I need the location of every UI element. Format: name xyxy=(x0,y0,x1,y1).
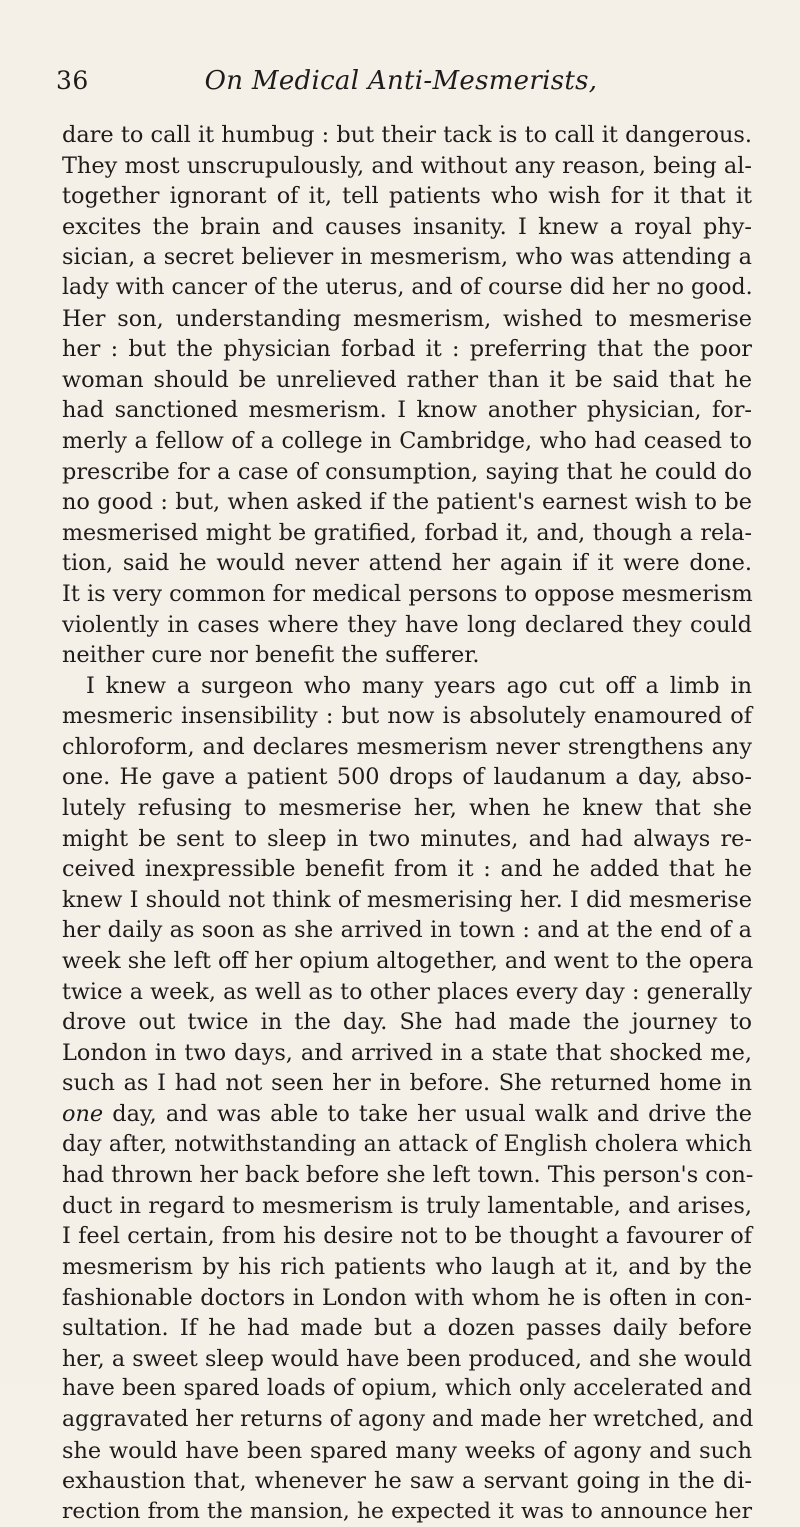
text-line: one. He gave a patient 500 drops of laudanum a day, abso- xyxy=(62,764,752,791)
text-line: It is very common for medical persons to oppose mesmerism xyxy=(62,580,753,607)
text-line: no good : but, when asked if the patient's earnest wish to be xyxy=(62,489,752,516)
text-line: tion, said he would never attend her again if it were done. xyxy=(62,550,752,577)
text-line: day after, notwithstanding an attack of English cholera which xyxy=(62,1131,752,1157)
text-line: had thrown her back before she left town. This person's con- xyxy=(62,1162,754,1189)
text-line: might be sent to sleep in two minutes, and had always re- xyxy=(62,825,752,852)
text-line: exhaustion that, whenever he saw a servant going in the di- xyxy=(62,1468,752,1495)
text-line: duct in regard to mesmerism is truly lamentable, and arises, xyxy=(62,1192,752,1219)
text-line: chloroform, and declares mesmerism never strengthens any xyxy=(62,733,752,760)
text-line: had sanctioned mesmerism. I know another physician, for- xyxy=(62,397,752,424)
text-line: have been spared loads of opium, which only accelerated and xyxy=(62,1376,752,1402)
text-line: woman should be unrelieved rather than it be said that he xyxy=(62,366,752,393)
text-line-with-italic xyxy=(62,1099,752,1130)
text-line: her, a sweet sleep would have been produced, and she would xyxy=(62,1345,752,1372)
line-rest: day, and was able to take her usual walk and drive the xyxy=(103,1101,752,1127)
text-line: mesmerism by his rich patients who laugh at it, and by the xyxy=(62,1253,752,1280)
text-line: together ignorant of it, tell patients who wish for it that it xyxy=(62,183,752,210)
text-line: lutely refusing to mesmerise her, when he knew that she xyxy=(62,795,752,822)
text-line: sultation. If he had made but a dozen passes daily before xyxy=(62,1315,752,1342)
text-line: her daily as soon as she arrived in town : and at the end of a xyxy=(62,917,752,944)
text-line: ceived inexpressible benefit from it : and he added that he xyxy=(62,856,752,883)
text-line: aggravated her returns of agony and made her wretched, and xyxy=(62,1406,754,1432)
text-line: such as I had not seen her in before. She returned home in xyxy=(62,1070,752,1097)
running-title: On Medical Anti-Mesmerists, xyxy=(204,66,598,96)
text-line: dare to call it humbug : but their tack is to call it dangerous. xyxy=(62,122,752,148)
text-line: I knew a surgeon who many years ago cut off a limb in xyxy=(86,672,752,699)
text-line: mesmeric insensibility : but now is absolutely enamoured of xyxy=(62,703,752,730)
text-line: London in two days, and arrived in a state that shocked me, xyxy=(62,1039,752,1066)
text-line: merly a fellow of a college in Cambridge, who had ceased to xyxy=(62,427,752,454)
page-number: 36 xyxy=(56,66,89,95)
text-line: week she left off her opium altogether, and went to the opera xyxy=(62,948,754,975)
text-line: she would have been spared many weeks of agony and such xyxy=(62,1437,752,1464)
text-line: rection from the mansion, he expected it was to announce her xyxy=(62,1498,752,1524)
italic-word: one xyxy=(62,1101,104,1127)
text-line: They most unscrupulously, and without any reason, being al- xyxy=(62,152,752,179)
text-line: prescribe for a case of consumption, saying that he could do xyxy=(62,458,752,485)
text-line: her : but the physician forbad it : preferring that the poor xyxy=(62,336,752,363)
text-line: I feel certain, from his desire not to be thought a favourer of xyxy=(62,1223,752,1250)
text-line: knew I should not think of mesmerising her. I did mesmerise xyxy=(62,886,752,913)
text-line: lady with cancer of the uterus, and of course did her no good. xyxy=(62,274,753,300)
text-line: mesmerised might be gratified, forbad it, and, though a rela- xyxy=(62,519,752,546)
text-line: fashionable doctors in London with whom he is often in con- xyxy=(62,1284,752,1311)
text-line: excites the brain and causes insanity. I knew a royal phy- xyxy=(62,213,752,240)
text-line: violently in cases where they have long declared they could xyxy=(62,611,752,638)
text-line: neither cure nor benefit the sufferer. xyxy=(62,642,480,669)
text-line: Her son, understanding mesmerism, wished to mesmerise xyxy=(62,305,752,332)
body-text xyxy=(62,120,752,1527)
running-head xyxy=(56,66,746,106)
text-line: twice a week, as well as to other places every day : generally xyxy=(62,978,752,1005)
text-line: sician, a secret believer in mesmerism, who was attending a xyxy=(62,244,752,271)
text-line: drove out twice in the day. She had made the journey to xyxy=(62,1009,752,1036)
